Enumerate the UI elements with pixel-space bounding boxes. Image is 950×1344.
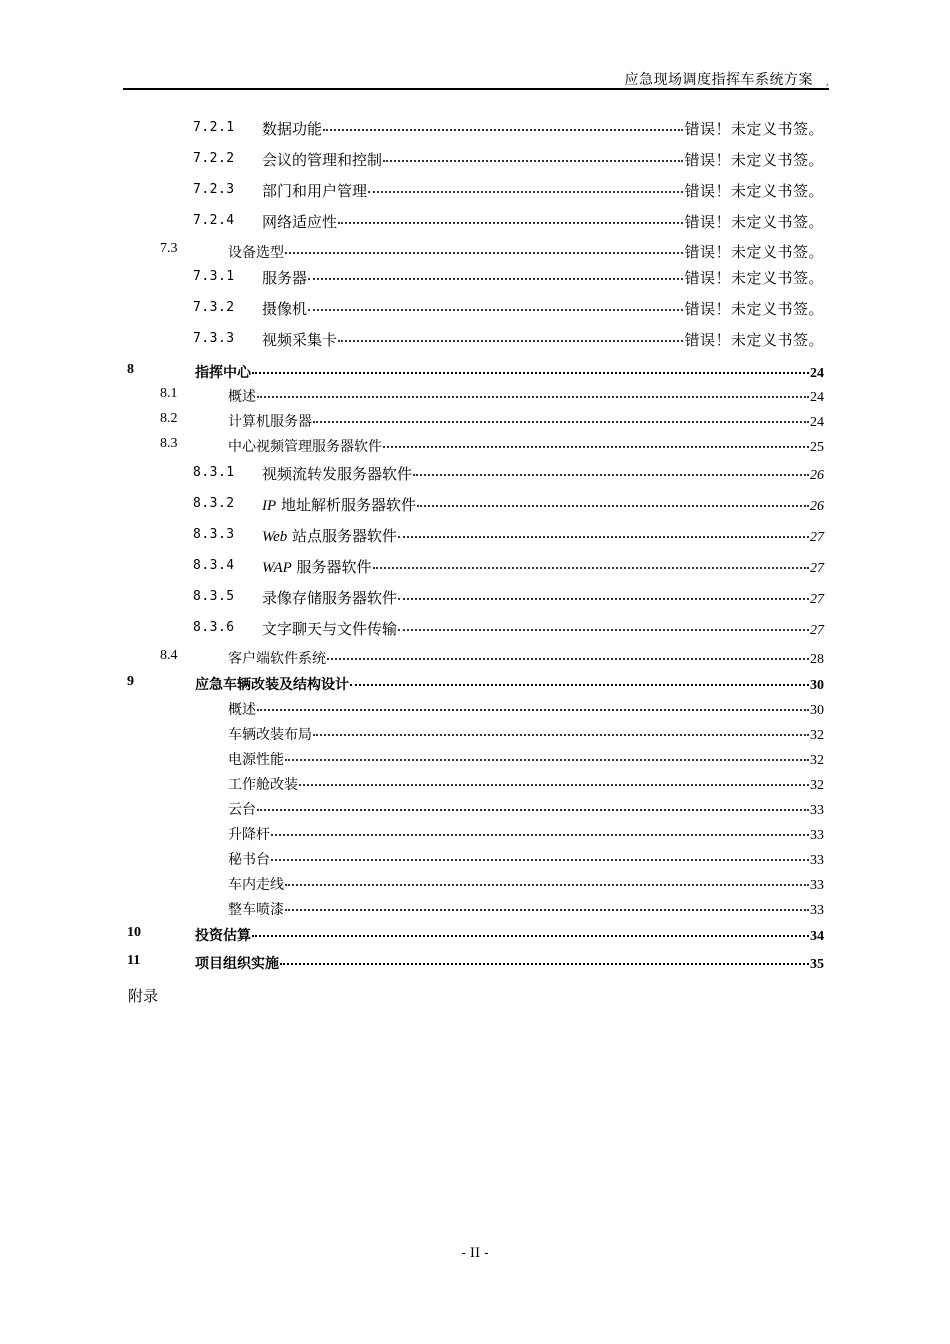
toc-dot-leader bbox=[338, 340, 683, 342]
toc-entry-title-text: 计算机服务器 bbox=[228, 414, 312, 430]
toc-entry-title bbox=[262, 180, 367, 201]
toc-dot-leader bbox=[398, 629, 809, 631]
toc-entry[interactable] bbox=[0, 494, 950, 516]
toc-entry-title bbox=[228, 436, 382, 456]
toc-entry-page: 27 bbox=[810, 530, 824, 545]
page-number: - II - bbox=[461, 1246, 489, 1261]
toc-entry-page: 27 bbox=[810, 592, 824, 607]
toc-entry-title-text: 秘书台 bbox=[228, 852, 270, 868]
toc-entry[interactable] bbox=[0, 799, 950, 821]
toc-entry-line bbox=[262, 267, 824, 288]
toc-entry-line bbox=[228, 386, 824, 406]
toc-entry-title-text: 指挥中心 bbox=[195, 365, 251, 381]
toc-entry-line bbox=[228, 411, 824, 431]
toc-entry-line bbox=[262, 618, 824, 639]
toc-entry-line bbox=[195, 953, 824, 973]
toc-entry-line bbox=[228, 648, 824, 668]
toc-entry-title-prefix: IP bbox=[262, 498, 277, 514]
toc-entry-title-text: 视频流转发服务器软件 bbox=[262, 465, 413, 483]
toc-entry[interactable] bbox=[0, 556, 950, 578]
toc-dot-leader bbox=[373, 567, 809, 569]
toc-entry-title bbox=[228, 849, 270, 869]
toc-entry-title-text: 地址解析服务器软件 bbox=[276, 496, 416, 514]
toc-entry-page: 错误！未定义书签。 bbox=[684, 120, 824, 138]
toc-entry-title-text: 概述 bbox=[228, 702, 256, 718]
toc-dot-leader bbox=[313, 734, 809, 736]
header-mark: , bbox=[826, 78, 829, 87]
toc-entry-number: 7.2.4 bbox=[193, 213, 235, 228]
toc-entry[interactable] bbox=[0, 618, 950, 640]
toc-entry-line bbox=[262, 298, 824, 319]
toc-entry-title bbox=[228, 242, 284, 262]
toc-entry-page: 25 bbox=[810, 440, 824, 455]
toc-entry[interactable] bbox=[0, 525, 950, 547]
toc-entry-number: 8.2 bbox=[160, 411, 178, 426]
toc-entry-number: 7.2.3 bbox=[193, 182, 235, 197]
toc-dot-leader bbox=[350, 684, 809, 686]
toc-entry[interactable] bbox=[0, 211, 950, 233]
toc-entry-title bbox=[262, 556, 372, 577]
toc-entry-title bbox=[228, 724, 312, 744]
toc-entry-page: 32 bbox=[810, 753, 824, 768]
toc-entry-title-text: 车辆改装布局 bbox=[228, 727, 312, 743]
toc-entry-title bbox=[262, 149, 382, 170]
toc-dot-leader bbox=[417, 505, 809, 507]
toc-entry[interactable] bbox=[0, 180, 950, 202]
toc-entry-title-text: 概述 bbox=[228, 389, 256, 405]
toc-entry[interactable] bbox=[0, 362, 950, 384]
toc-entry-number: 7.3.2 bbox=[193, 300, 235, 315]
toc-entry-page: 错误！未定义书签。 bbox=[684, 300, 824, 318]
toc-entry[interactable] bbox=[0, 953, 950, 975]
toc-entry-line bbox=[228, 724, 824, 744]
toc-entry-title bbox=[228, 411, 312, 431]
toc-entry-title bbox=[228, 386, 256, 406]
toc-entry[interactable] bbox=[0, 241, 950, 263]
toc-entry-title bbox=[262, 211, 337, 232]
toc-entry-line bbox=[262, 118, 824, 139]
toc-dot-leader bbox=[299, 784, 809, 786]
toc-entry-line bbox=[262, 329, 824, 350]
toc-entry-title bbox=[228, 799, 256, 819]
toc-entry-page: 错误！未定义书签。 bbox=[684, 213, 824, 231]
toc-entry-page: 30 bbox=[810, 703, 824, 718]
toc-entry-title bbox=[228, 824, 270, 844]
toc-entry-line bbox=[228, 824, 824, 844]
toc-entry-page: 32 bbox=[810, 728, 824, 743]
toc-entry-title-text: 视频采集卡 bbox=[262, 331, 338, 349]
toc-entry-title-text: 客户端软件系统 bbox=[228, 651, 326, 667]
toc-entry-page: 28 bbox=[810, 652, 824, 667]
toc-entry-page: 27 bbox=[810, 623, 824, 638]
toc-entry-title-text: 会议的管理和控制 bbox=[262, 151, 383, 169]
toc-entry-line bbox=[262, 494, 824, 515]
toc-entry-title bbox=[228, 874, 284, 894]
toc-entry-title bbox=[195, 925, 251, 945]
toc-entry-number: 7.3.3 bbox=[193, 331, 235, 346]
toc-entry-page: 33 bbox=[810, 828, 824, 843]
toc-entry-title-text: 项目组织实施 bbox=[195, 956, 279, 972]
toc-dot-leader bbox=[257, 809, 809, 811]
toc-entry-title-text: 站点服务器软件 bbox=[287, 527, 398, 545]
toc-entry-title-prefix: WAP bbox=[262, 560, 292, 576]
toc-entry-title bbox=[262, 463, 412, 484]
toc-entry-title bbox=[262, 618, 397, 639]
toc-entry-number: 8 bbox=[127, 362, 134, 377]
toc-dot-leader bbox=[313, 421, 809, 423]
toc-entry-title-text: 设备选型 bbox=[228, 245, 284, 261]
toc-dot-leader bbox=[252, 372, 809, 374]
toc-entry[interactable] bbox=[0, 774, 950, 796]
toc-entry-number: 8.3.1 bbox=[193, 465, 235, 480]
toc-dot-leader bbox=[413, 474, 809, 476]
toc-entry-number: 7.2.1 bbox=[193, 120, 235, 135]
toc-entry[interactable] bbox=[0, 648, 950, 670]
toc-entry-number: 7.3.1 bbox=[193, 269, 235, 284]
toc-entry-page: 33 bbox=[810, 803, 824, 818]
toc-entry-number: 8.3.5 bbox=[193, 589, 235, 604]
toc-dot-leader bbox=[285, 884, 809, 886]
toc-entry-number: 7.2.2 bbox=[193, 151, 235, 166]
toc-entry-page: 33 bbox=[810, 903, 824, 918]
toc-entry-page: 33 bbox=[810, 853, 824, 868]
toc-entry-number: 8.4 bbox=[160, 648, 178, 663]
toc-entry-page: 错误！未定义书签。 bbox=[684, 269, 824, 287]
toc-entry[interactable] bbox=[0, 118, 950, 140]
header-title: 应急现场调度指挥车系统方案 bbox=[624, 72, 813, 88]
toc-entry[interactable] bbox=[0, 674, 950, 696]
toc-entry-number: 8.3 bbox=[160, 436, 178, 451]
toc-entry-number: 8.3.2 bbox=[193, 496, 235, 511]
toc-entry-title bbox=[228, 899, 284, 919]
toc-entry-line bbox=[195, 674, 824, 694]
toc-dot-leader bbox=[271, 834, 809, 836]
toc-entry[interactable] bbox=[0, 749, 950, 771]
toc-entry-title-text: 投资估算 bbox=[195, 928, 251, 944]
toc-entry-page: 24 bbox=[810, 415, 824, 430]
toc-entry-page: 24 bbox=[810, 390, 824, 405]
toc-entry-page: 24 bbox=[810, 366, 824, 381]
toc-entry-number: 9 bbox=[127, 674, 134, 689]
toc-entry-title-text: 电源性能 bbox=[228, 752, 284, 768]
toc-entry-title-text: 摄像机 bbox=[262, 300, 308, 318]
toc-dot-leader bbox=[285, 759, 809, 761]
toc-entry[interactable] bbox=[0, 724, 950, 746]
toc-entry-number: 10 bbox=[127, 925, 141, 940]
toc-entry-line bbox=[228, 799, 824, 819]
toc-entry-line bbox=[262, 463, 824, 484]
toc-dot-leader bbox=[257, 396, 809, 398]
toc-entry-title bbox=[262, 494, 416, 515]
toc-entry-title-text: 录像存储服务器软件 bbox=[262, 589, 398, 607]
toc-entry-line bbox=[195, 362, 824, 382]
toc-dot-leader bbox=[271, 859, 809, 861]
toc-entry-line bbox=[228, 241, 824, 262]
toc-entry-title-text: 数据功能 bbox=[262, 120, 323, 138]
toc-entry-line bbox=[228, 749, 824, 769]
toc-entry-title-prefix: Web bbox=[262, 529, 288, 545]
toc-entry-number: 11 bbox=[127, 953, 141, 968]
toc-entry-title-text: 中心视频管理服务器软件 bbox=[228, 439, 382, 455]
toc-entry[interactable] bbox=[0, 874, 950, 896]
toc-entry-page: 错误！未定义书签。 bbox=[684, 243, 824, 261]
toc-entry-title-text: 部门和用户管理 bbox=[262, 182, 368, 200]
toc-entry-number: 7.3 bbox=[160, 241, 178, 256]
toc-dot-leader bbox=[398, 536, 809, 538]
appendix-heading: 附录 bbox=[128, 987, 159, 1005]
toc-entry-line bbox=[262, 180, 824, 201]
toc-entry-page: 错误！未定义书签。 bbox=[684, 182, 824, 200]
toc-entry-number: 8.1 bbox=[160, 386, 178, 401]
toc-entry[interactable] bbox=[0, 699, 950, 721]
toc-entry-title bbox=[228, 648, 326, 668]
toc-entry-title bbox=[228, 774, 298, 794]
toc-entry-title bbox=[262, 298, 307, 319]
toc-entry-title-text: 工作舱改装 bbox=[228, 777, 298, 793]
toc-entry-title bbox=[262, 118, 322, 139]
toc-entry[interactable] bbox=[0, 436, 950, 458]
toc-dot-leader bbox=[252, 935, 809, 937]
toc-entry-title-text: 网络适应性 bbox=[262, 213, 338, 231]
toc-entry-title-text: 服务器软件 bbox=[291, 558, 372, 576]
toc-dot-leader bbox=[323, 129, 683, 131]
toc-entry-title bbox=[195, 674, 349, 694]
toc-entry[interactable] bbox=[0, 267, 950, 289]
toc-entry-line bbox=[262, 556, 824, 577]
toc-dot-leader bbox=[327, 658, 809, 660]
toc-entry-title bbox=[262, 329, 337, 350]
toc-entry-line bbox=[228, 874, 824, 894]
toc-entry-page: 32 bbox=[810, 778, 824, 793]
toc-entry-line bbox=[228, 436, 824, 456]
toc-dot-leader bbox=[338, 222, 683, 224]
toc-entry-line bbox=[228, 849, 824, 869]
toc-entry-title-text: 车内走线 bbox=[228, 877, 284, 893]
toc-dot-leader bbox=[368, 191, 683, 193]
toc-entry-page: 26 bbox=[810, 468, 824, 483]
toc-entry-number: 8.3.4 bbox=[193, 558, 235, 573]
toc-entry-line bbox=[262, 525, 824, 546]
toc-entry[interactable] bbox=[0, 463, 950, 485]
toc-dot-leader bbox=[383, 446, 809, 448]
toc-dot-leader bbox=[285, 909, 809, 911]
toc-entry-title-text: 文字聊天与文件传输 bbox=[262, 620, 398, 638]
toc-dot-leader bbox=[308, 309, 683, 311]
toc-entry[interactable] bbox=[0, 329, 950, 351]
toc-entry[interactable] bbox=[0, 899, 950, 921]
toc-entry-title bbox=[228, 699, 256, 719]
toc-entry-title bbox=[228, 749, 284, 769]
toc-entry-line bbox=[228, 699, 824, 719]
toc-entry-number: 8.3.6 bbox=[193, 620, 235, 635]
toc-entry-page: 35 bbox=[810, 957, 824, 972]
toc-entry[interactable] bbox=[0, 587, 950, 609]
toc-dot-leader bbox=[257, 709, 809, 711]
toc-entry-title bbox=[195, 362, 251, 382]
toc-entry-line bbox=[262, 149, 824, 170]
toc-entry-title bbox=[262, 587, 397, 608]
toc-entry[interactable] bbox=[0, 386, 950, 408]
toc-entry-line bbox=[262, 211, 824, 232]
toc-entry-page: 26 bbox=[810, 499, 824, 514]
toc-entry-line bbox=[195, 925, 824, 945]
toc-dot-leader bbox=[285, 252, 683, 254]
toc-entry-title-text: 服务器 bbox=[262, 269, 308, 287]
toc-entry-page: 27 bbox=[810, 561, 824, 576]
toc-entry-title bbox=[262, 267, 307, 288]
toc-entry[interactable] bbox=[0, 411, 950, 433]
toc-entry-page: 错误！未定义书签。 bbox=[684, 331, 824, 349]
toc-entry[interactable] bbox=[0, 824, 950, 846]
toc-dot-leader bbox=[280, 963, 809, 965]
toc-dot-leader bbox=[308, 278, 683, 280]
toc-entry-title bbox=[262, 525, 397, 546]
toc-entry-page: 错误！未定义书签。 bbox=[684, 151, 824, 169]
toc-entry-line bbox=[228, 774, 824, 794]
toc-entry-page: 34 bbox=[810, 929, 824, 944]
toc-entry-title-text: 升降杆 bbox=[228, 827, 270, 843]
toc-entry-title-text: 应急车辆改装及结构设计 bbox=[195, 677, 349, 693]
toc-entry-page: 30 bbox=[810, 678, 824, 693]
toc-entry-title-text: 云台 bbox=[228, 802, 256, 818]
toc-entry-number: 8.3.3 bbox=[193, 527, 235, 542]
toc-entry[interactable] bbox=[0, 149, 950, 171]
toc-entry[interactable] bbox=[0, 925, 950, 947]
toc-entry[interactable] bbox=[0, 849, 950, 871]
toc-entry-page: 33 bbox=[810, 878, 824, 893]
toc-dot-leader bbox=[383, 160, 683, 162]
toc-entry-title-text: 整车喷漆 bbox=[228, 902, 284, 918]
toc-entry-line bbox=[262, 587, 824, 608]
toc-entry-title bbox=[195, 953, 279, 973]
toc-entry[interactable] bbox=[0, 298, 950, 320]
toc-entry-line bbox=[228, 899, 824, 919]
toc-dot-leader bbox=[398, 598, 809, 600]
